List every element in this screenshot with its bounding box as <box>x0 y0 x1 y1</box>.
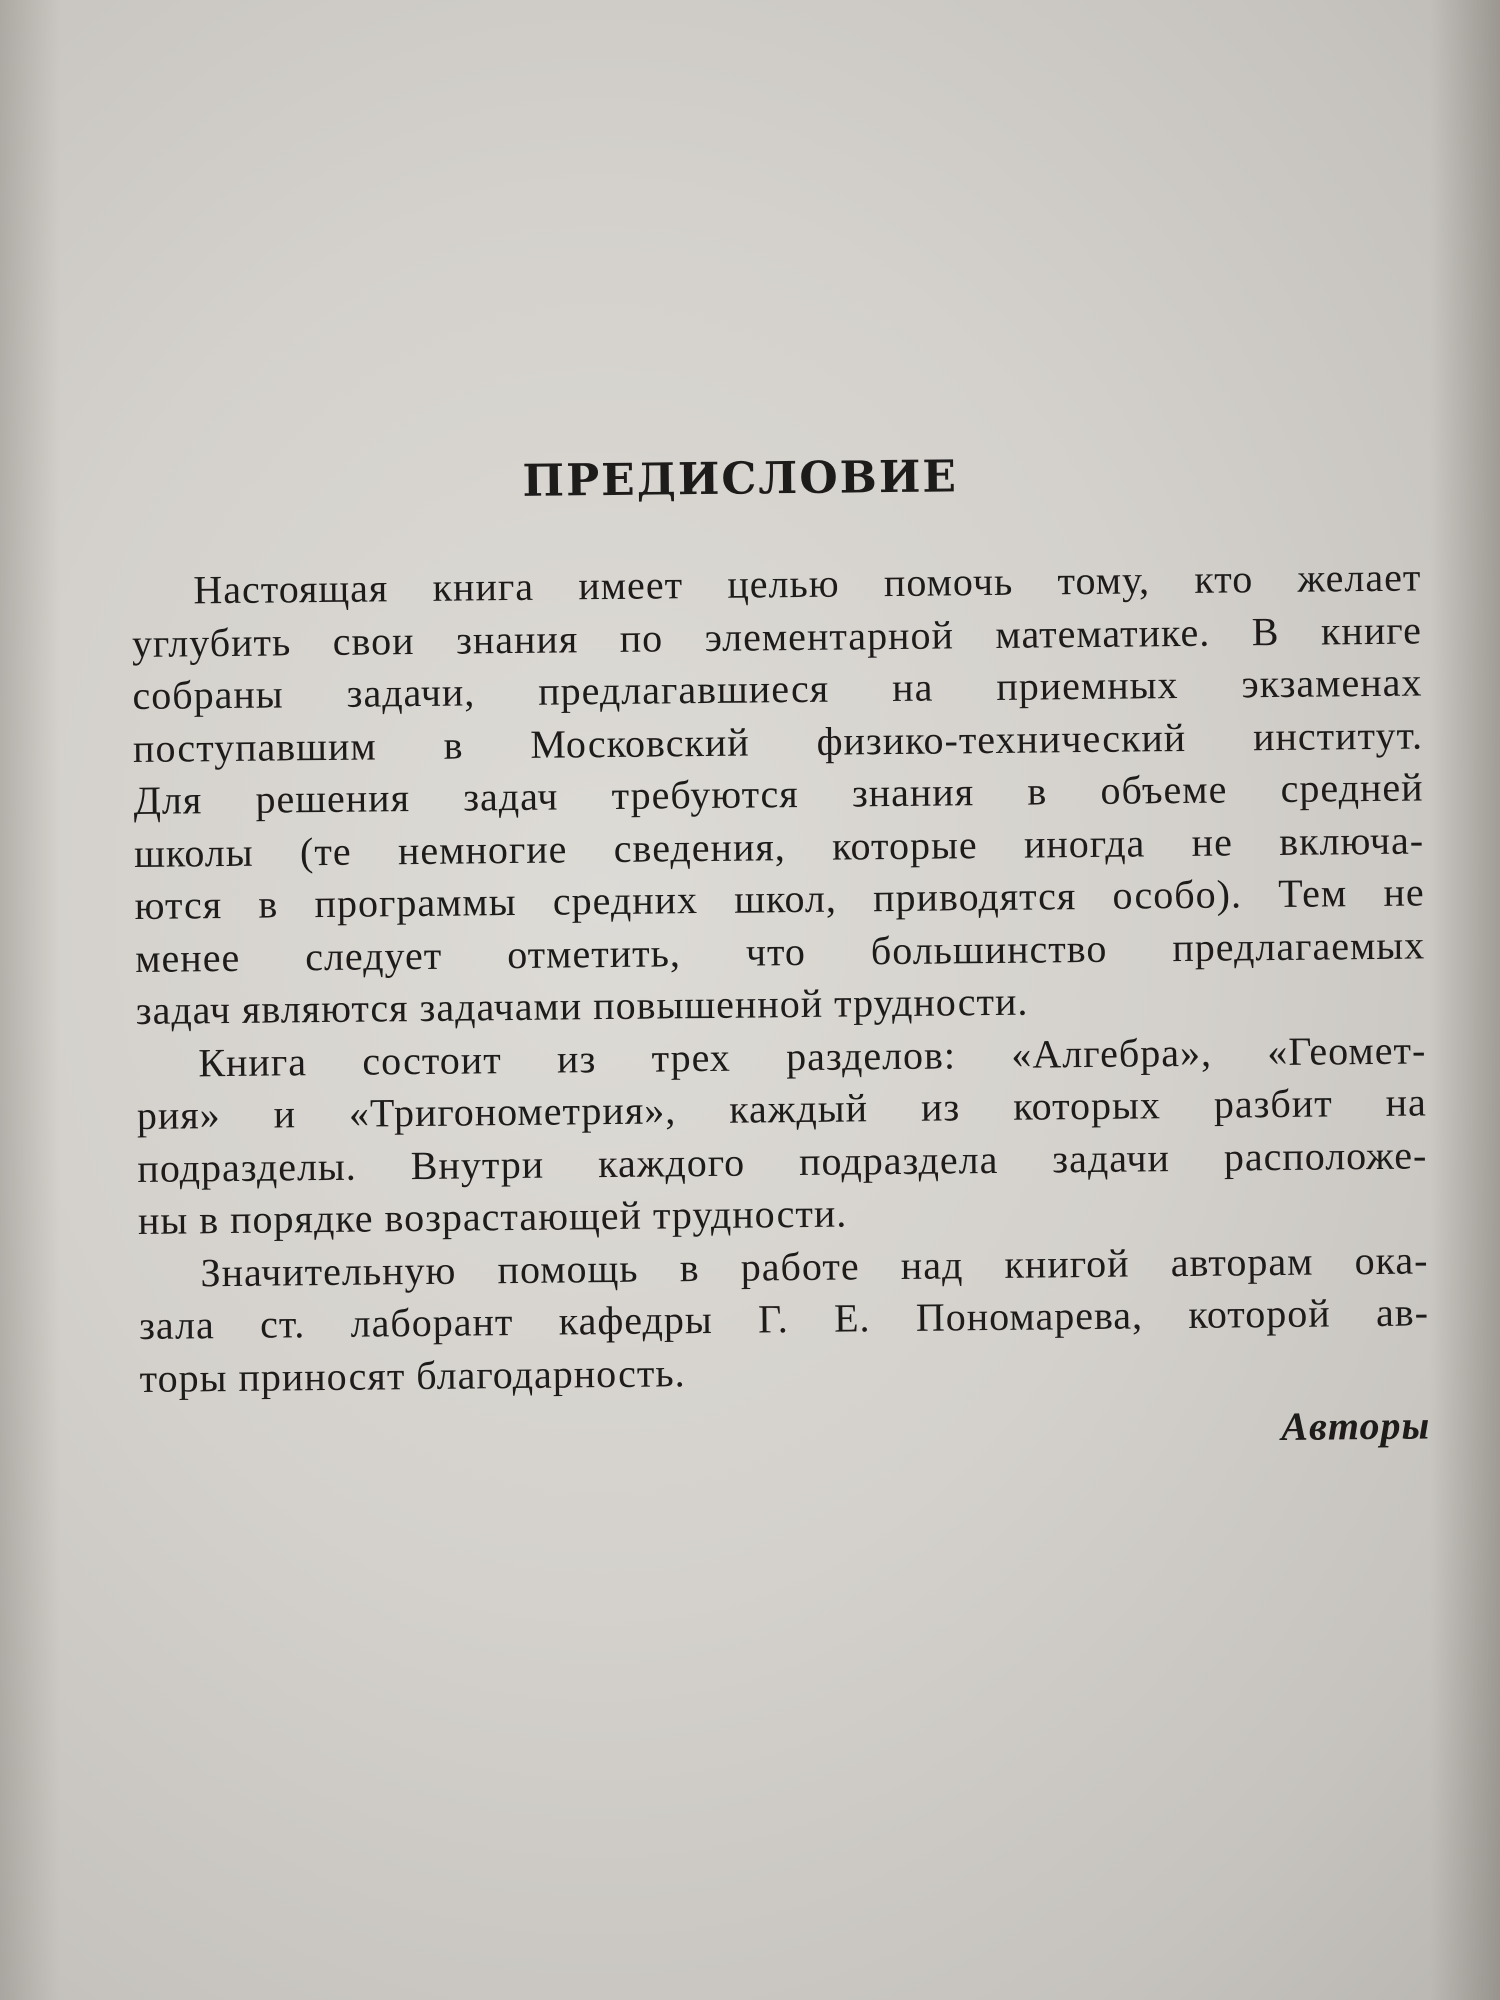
text-line: школы (те немногие сведения, которые иногда не включа- <box>133 816 1425 876</box>
text-line: зала ст. лаборант кафедры Г. Е. Пономарева, которой ав- <box>138 1289 1430 1348</box>
text-line: Для решения задач требуются знания в объеме средней <box>133 764 1424 823</box>
text-line: Настоящая книга имеет целью помочь тому, кто желает <box>193 554 1422 613</box>
signature: Авторы <box>1281 1402 1431 1449</box>
text-line: задач являются задачами повышенной трудности. <box>135 978 1029 1033</box>
text-line: подразделы. Внутри каждого подраздела задачи расположе- <box>137 1131 1428 1191</box>
paragraph-3 <box>138 1234 1430 1405</box>
page-shadow-left <box>0 0 60 2000</box>
text-line: собраны задачи, предлагавшиеся на приемных экзаменах <box>132 659 1423 718</box>
text-line: торы приносят благодарность. <box>139 1349 686 1401</box>
text-line: Книга состоит из трех разделов: «Алгебра», «Геомет- <box>198 1026 1427 1085</box>
text-line: Значительную помощь в работе над книгой авторам ока- <box>200 1236 1429 1295</box>
text-line: ны в порядке возрастающей трудности. <box>137 1190 848 1243</box>
page-content <box>130 446 1430 1459</box>
text-line: углубить свои знания по элементарной математике. В книге <box>131 606 1423 666</box>
text-line: поступавшим в Московский физико-технический институт. <box>132 711 1424 771</box>
page-shadow-right <box>1430 0 1500 2000</box>
page-heading: ПРЕДИСЛОВИЕ <box>522 451 959 507</box>
text-line: менее следует отметить, что большинство предлагаемых <box>134 921 1426 981</box>
paragraph-2 <box>136 1024 1428 1247</box>
text-line: рия» и «Тригонометрия», каждый из которых разбит на <box>136 1079 1428 1138</box>
preface-body <box>131 551 1430 1404</box>
text-line: ются в программы средних школ, приводятся особо). Тем не <box>134 869 1425 928</box>
paragraph-1 <box>131 551 1426 1037</box>
